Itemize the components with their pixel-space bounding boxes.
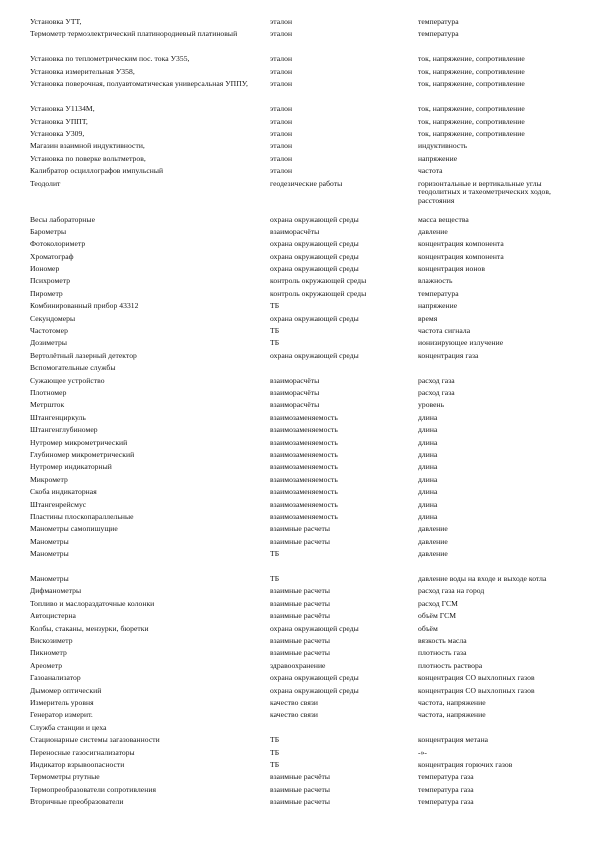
table-row	[30, 401, 565, 413]
cell-name: Нутромер микрометрический	[30, 438, 128, 447]
cell-purpose	[270, 364, 418, 376]
cell-name: Дымомер оптический	[30, 686, 102, 695]
cell-purpose: эталон	[270, 55, 293, 64]
table-row	[30, 798, 565, 810]
cell-name: Манометры самопишущие	[30, 525, 118, 534]
cell-purpose: эталон	[270, 105, 293, 114]
table-row	[30, 339, 565, 351]
table-row	[30, 637, 565, 649]
cell-quantity: концентрация компонента	[418, 252, 504, 261]
cell-name: Генератор измерит.	[30, 711, 93, 720]
cell-purpose: взаимозаменяемость	[270, 413, 338, 422]
cell-purpose: ТБ	[270, 575, 280, 584]
cell-purpose: охрана окружающей среды	[270, 351, 359, 360]
cell-name: Газоанализатор	[30, 674, 81, 683]
table-row	[30, 352, 565, 364]
table-row	[30, 105, 565, 117]
cell-quantity: напряжение	[418, 302, 458, 311]
cell-name: Барометры	[30, 227, 67, 236]
cell-quantity: ток, напряжение, сопротивление	[418, 67, 525, 76]
cell-purpose: здравоохранение	[270, 661, 326, 670]
cell-quantity	[418, 724, 565, 736]
cell-purpose: эталон	[270, 18, 293, 26]
table-row	[30, 550, 565, 575]
table-row	[30, 773, 565, 785]
table-row	[30, 451, 565, 463]
cell-purpose: взаимные расчёты	[270, 612, 331, 621]
cell-quantity: горизонтальные и вертикальные углы теодолитных и тахеометрических ходов, расстояния	[418, 179, 551, 205]
table-row	[30, 240, 565, 252]
table-row	[30, 302, 565, 314]
cell-purpose: взаимозаменяемость	[270, 426, 338, 435]
cell-quantity: ток, напряжение, сопротивление	[418, 80, 525, 89]
cell-purpose: взаимозаменяемость	[270, 475, 338, 484]
table-row	[30, 253, 565, 265]
cell-quantity: длина	[418, 450, 438, 459]
cell-purpose: охрана окружающей среды	[270, 686, 359, 695]
table-row	[30, 167, 565, 179]
table-row	[30, 389, 565, 401]
table-row	[30, 649, 565, 661]
cell-name: Психрометр	[30, 277, 71, 286]
table-row	[30, 55, 565, 67]
cell-quantity: длина	[418, 488, 438, 497]
table-row	[30, 476, 565, 488]
cell-purpose: взаимозаменяемость	[270, 512, 338, 521]
table-row	[30, 277, 565, 289]
table-row	[30, 724, 565, 736]
cell-quantity: давление	[418, 525, 448, 534]
table-row	[30, 501, 565, 513]
cell-purpose: взаиморасчёты	[270, 401, 320, 410]
cell-name: Термометр термоэлектрический платинородиевый платиновый	[30, 30, 238, 39]
cell-purpose: охрана окружающей среды	[270, 624, 359, 633]
cell-quantity: ток, напряжение, сопротивление	[418, 55, 525, 64]
cell-name: Переносные газосигнализаторы	[30, 748, 135, 757]
table-row	[30, 180, 565, 216]
cell-name: Иономер	[30, 265, 60, 274]
cell-name: Топливо и маслораздаточные колонки	[30, 599, 155, 608]
cell-purpose: охрана окружающей среды	[270, 265, 359, 274]
table-row	[30, 711, 565, 723]
cell-quantity: -»-	[418, 748, 428, 757]
cell-name: Весы лабораторные	[30, 215, 95, 224]
table-row	[30, 761, 565, 773]
cell-purpose: охрана окружающей среды	[270, 674, 359, 683]
cell-quantity: температура	[418, 289, 459, 298]
cell-quantity: частота, напряжение	[418, 698, 486, 707]
cell-quantity: время	[418, 314, 438, 323]
table-row	[30, 80, 565, 105]
table-row	[30, 575, 565, 587]
table-row	[30, 612, 565, 624]
table-row	[30, 118, 565, 130]
cell-purpose: контроль окружающей среды	[270, 289, 367, 298]
table-row	[30, 130, 565, 142]
cell-purpose: взаимные расчёты	[270, 773, 331, 782]
cell-purpose: эталон	[270, 30, 293, 39]
cell-name: Манометры	[30, 537, 69, 546]
cell-name: Плотномер	[30, 388, 67, 397]
cell-name: Секундомеры	[30, 314, 76, 323]
cell-quantity: концентрация компонента	[418, 240, 504, 249]
cell-quantity: ток, напряжение, сопротивление	[418, 105, 525, 114]
cell-purpose: охрана окружающей среды	[270, 314, 359, 323]
cell-quantity: индуктивность	[418, 142, 468, 151]
cell-quantity: длина	[418, 500, 438, 509]
cell-quantity: плотность газа	[418, 649, 467, 658]
table-row	[30, 290, 565, 302]
cell-purpose: ТБ	[270, 302, 280, 311]
table-row	[30, 587, 565, 599]
cell-quantity: давление воды на входе и выходе котла	[418, 575, 547, 584]
cell-purpose: взаиморасчёты	[270, 376, 320, 385]
cell-quantity: температура	[418, 30, 459, 39]
cell-name: Штангенциркуль	[30, 413, 86, 422]
table-row	[30, 426, 565, 438]
cell-name: Ареометр	[30, 661, 63, 670]
cell-purpose: ТБ	[270, 736, 280, 745]
cell-purpose: взаимозаменяемость	[270, 438, 338, 447]
cell-name: Микрометр	[30, 475, 68, 484]
cell-name: Метршток	[30, 401, 65, 410]
cell-purpose: взаимозаменяемость	[270, 450, 338, 459]
cell-quantity: концентрация СО выхлопных газов	[418, 674, 535, 683]
cell-name: Установка по поверке вольтметров,	[30, 154, 146, 163]
cell-purpose: ТБ	[270, 748, 280, 757]
cell-purpose: охрана окружающей среды	[270, 215, 359, 224]
cell-quantity: расход газа на город	[418, 587, 485, 596]
table-row	[30, 216, 565, 228]
cell-purpose: взаиморасчёты	[270, 388, 320, 397]
table-row	[30, 68, 565, 80]
cell-purpose: взаимные расчеты	[270, 587, 331, 596]
table-row	[30, 18, 565, 30]
cell-quantity: влажность	[418, 277, 453, 286]
table-row	[30, 749, 565, 761]
cell-name: Теодолит	[30, 179, 61, 188]
cell-purpose: эталон	[270, 67, 293, 76]
cell-quantity: частота сигнала	[418, 327, 471, 336]
cell-name: Служба станции и цеха	[30, 723, 107, 732]
table-row	[30, 625, 565, 637]
cell-name: Измеритель уровня	[30, 698, 94, 707]
cell-quantity: расход ГСМ	[418, 599, 458, 608]
cell-purpose: взаимозаменяемость	[270, 463, 338, 472]
table-row	[30, 786, 565, 798]
cell-quantity: длина	[418, 426, 438, 435]
table-row	[30, 327, 565, 339]
table-row	[30, 265, 565, 277]
cell-name: Пикнометр	[30, 649, 67, 658]
cell-purpose: геодезические работы	[270, 179, 343, 188]
cell-purpose	[270, 724, 418, 736]
cell-quantity: концентрация газа	[418, 351, 479, 360]
cell-name: Установка У309,	[30, 129, 85, 138]
table-row	[30, 414, 565, 426]
cell-quantity: давление	[418, 537, 448, 546]
cell-name: Термопреобразователи сопротивления	[30, 785, 156, 794]
cell-purpose: взаимные расчеты	[270, 785, 331, 794]
cell-purpose: взаимозаменяемость	[270, 488, 338, 497]
table-row	[30, 525, 565, 537]
cell-name: Индикатор взрывоопасности	[30, 760, 125, 769]
cell-quantity: длина	[418, 413, 438, 422]
cell-purpose: ТБ	[270, 550, 280, 559]
cell-quantity: ток, напряжение, сопротивление	[418, 117, 525, 126]
cell-name: Дифманометры	[30, 587, 82, 596]
cell-purpose: взаимные расчеты	[270, 537, 331, 546]
cell-quantity: напряжение	[418, 154, 458, 163]
cell-quantity: объём	[418, 624, 438, 633]
cell-quantity: частота, напряжение	[418, 711, 486, 720]
cell-name: Скоба индикаторная	[30, 488, 97, 497]
cell-purpose: качество связи	[270, 711, 319, 720]
table-row	[30, 142, 565, 154]
cell-purpose: охрана окружающей среды	[270, 240, 359, 249]
cell-name: Вискозиметр	[30, 637, 73, 646]
cell-name: Магазин взаимной индуктивности,	[30, 142, 145, 151]
cell-quantity: вязкость масла	[418, 637, 467, 646]
cell-purpose: взаимные расчеты	[270, 637, 331, 646]
cell-name: Манометры	[30, 550, 69, 559]
cell-quantity: длина	[418, 463, 438, 472]
table-row	[30, 600, 565, 612]
cell-name: Сужающее устройство	[30, 376, 105, 385]
table-row	[30, 687, 565, 699]
table-row	[30, 155, 565, 167]
cell-purpose: контроль окружающей среды	[270, 277, 367, 286]
table-row	[30, 30, 565, 55]
cell-purpose: взаимные расчеты	[270, 599, 331, 608]
cell-quantity: температура газа	[418, 785, 474, 794]
table-row	[30, 736, 565, 748]
cell-purpose: эталон	[270, 117, 293, 126]
cell-name: Частотомер	[30, 327, 68, 336]
table-row	[30, 674, 565, 686]
cell-name: Глубиномер микрометрический	[30, 450, 135, 459]
cell-name: Установка УППТ,	[30, 117, 88, 126]
cell-purpose: ТБ	[270, 760, 280, 769]
cell-purpose: охрана окружающей среды	[270, 252, 359, 261]
table-row	[30, 538, 565, 550]
cell-quantity: давление	[418, 550, 448, 559]
cell-name: Вторичные преобразователи	[30, 798, 124, 807]
table-row	[30, 228, 565, 240]
cell-name: Пирометр	[30, 289, 63, 298]
cell-quantity: температура	[418, 18, 459, 26]
table-row	[30, 377, 565, 389]
cell-purpose: эталон	[270, 129, 293, 138]
table-row	[30, 513, 565, 525]
table-row	[30, 364, 565, 376]
cell-purpose: взаимные расчеты	[270, 525, 331, 534]
cell-name: Комбинированный прибор 43312	[30, 302, 139, 311]
cell-quantity: ток, напряжение, сопротивление	[418, 129, 525, 138]
cell-quantity: масса вещества	[418, 215, 469, 224]
table-row	[30, 699, 565, 711]
table-row	[30, 662, 565, 674]
cell-name: Установка измерительная У358,	[30, 67, 135, 76]
cell-purpose: взаиморасчёты	[270, 227, 320, 236]
table-row	[30, 315, 565, 327]
cell-name: Фотоколориметр	[30, 240, 86, 249]
cell-purpose: взаимные расчеты	[270, 798, 331, 807]
cell-purpose: ТБ	[270, 327, 280, 336]
cell-name: Вертолётный лазерный детектор	[30, 351, 137, 360]
cell-quantity: концентрация горючих газов	[418, 760, 513, 769]
cell-quantity: расход газа	[418, 376, 455, 385]
cell-quantity: концентрация СО выхлопных газов	[418, 686, 535, 695]
cell-purpose: качество связи	[270, 698, 319, 707]
table-row	[30, 488, 565, 500]
cell-name: Колбы, стаканы, мензурки, бюретки	[30, 624, 149, 633]
cell-quantity: длина	[418, 512, 438, 521]
cell-quantity: ионизирующее излучение	[418, 339, 504, 348]
cell-quantity: плотность раствора	[418, 661, 483, 670]
cell-name: Установка поверочная, полуавтоматическая универсальная УППУ,	[30, 80, 248, 89]
cell-name: Дозиметры	[30, 339, 67, 348]
cell-quantity: концентрация ионов	[418, 265, 485, 274]
table-row	[30, 463, 565, 475]
cell-name: Хроматограф	[30, 252, 74, 261]
cell-name: Манометры	[30, 575, 69, 584]
table-row	[30, 439, 565, 451]
cell-purpose: эталон	[270, 154, 293, 163]
cell-name: Установка У1134М,	[30, 105, 95, 114]
equipment-table	[30, 18, 565, 810]
cell-quantity: частота	[418, 167, 443, 176]
cell-name: Термометры ртутные	[30, 773, 100, 782]
cell-quantity: длина	[418, 475, 438, 484]
cell-purpose: взаимозаменяемость	[270, 500, 338, 509]
cell-name: Штангенрейсмус	[30, 500, 87, 509]
cell-purpose: взаимные расчеты	[270, 649, 331, 658]
cell-quantity: температура газа	[418, 798, 474, 807]
cell-quantity: температура газа	[418, 773, 474, 782]
cell-quantity: давление	[418, 227, 448, 236]
cell-quantity: уровень	[418, 401, 445, 410]
cell-name: Установка УТТ,	[30, 18, 82, 26]
cell-name: Стационарные системы загазованности	[30, 736, 160, 745]
cell-name: Вспомогательные службы	[30, 364, 116, 373]
cell-purpose: ТБ	[270, 339, 280, 348]
cell-quantity: объём ГСМ	[418, 612, 457, 621]
cell-name: Калибратор осциллографов импульсный	[30, 167, 164, 176]
cell-purpose: эталон	[270, 80, 293, 89]
cell-purpose: эталон	[270, 142, 293, 151]
cell-quantity: расход газа	[418, 388, 455, 397]
cell-quantity	[418, 364, 565, 376]
cell-name: Штангенглубиномер	[30, 426, 98, 435]
cell-quantity: концентрация метана	[418, 736, 489, 745]
cell-purpose: эталон	[270, 167, 293, 176]
cell-name: Автоцистерна	[30, 612, 76, 621]
cell-name: Нутромер индикаторный	[30, 463, 112, 472]
cell-name: Установка по теплометрическим пос. тока У355,	[30, 55, 190, 64]
cell-quantity: длина	[418, 438, 438, 447]
cell-name: Пластины плоскопараллельные	[30, 512, 134, 521]
